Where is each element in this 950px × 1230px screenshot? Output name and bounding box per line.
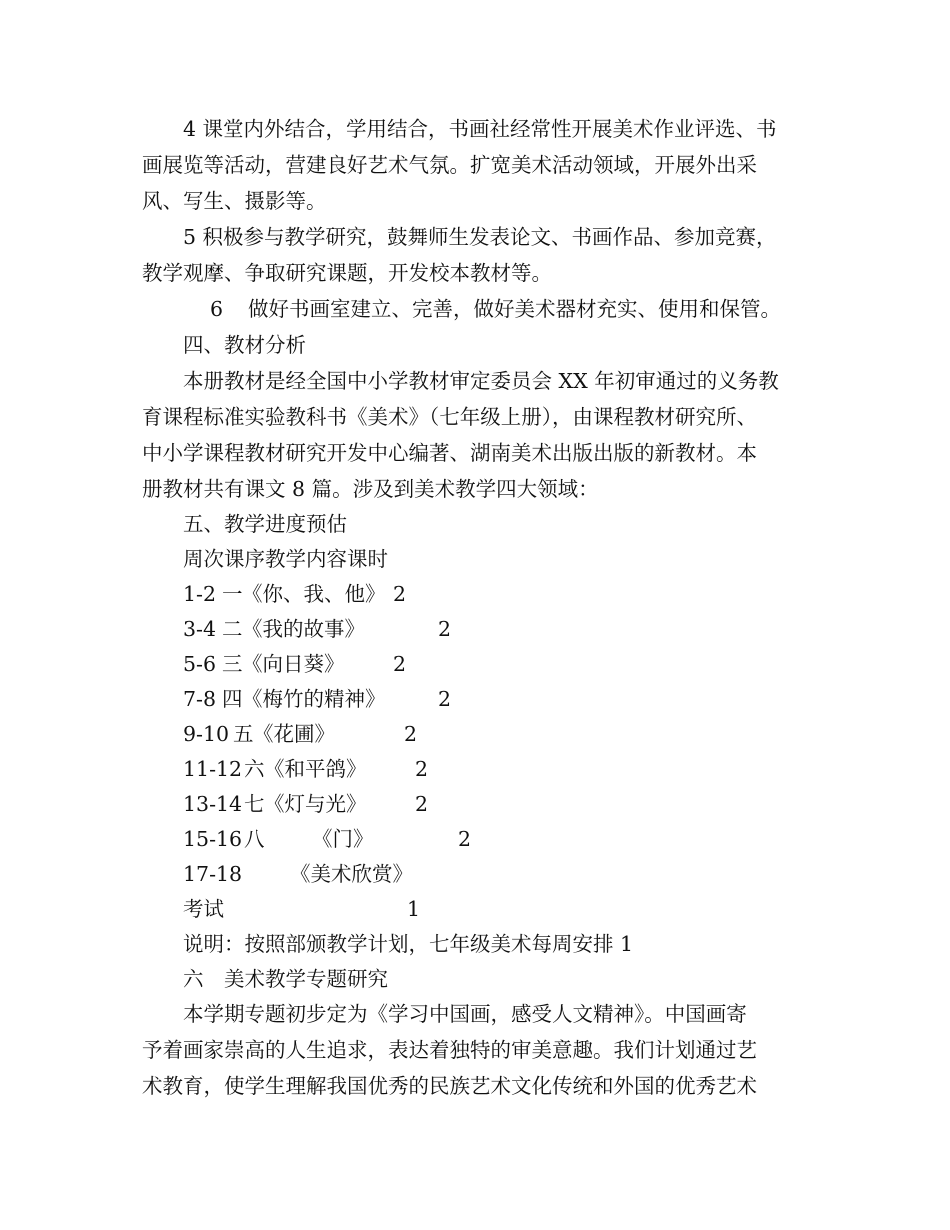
paragraph-6-number: 6: [210, 297, 224, 321]
schedule-week: 15-16: [183, 827, 243, 851]
schedule-order: 二: [222, 617, 243, 641]
schedule-order: 一: [222, 582, 243, 606]
schedule-hours: 2: [404, 722, 418, 746]
schedule-hours: 2: [438, 687, 452, 711]
section-6-body-line-3: 术教育，使学生理解我国优秀的民族艺术文化传统和外国的优秀艺术: [142, 1074, 757, 1098]
paragraph-5-line-2: 教学观摩、争取研究课题，开发校本教材等。: [142, 261, 552, 285]
schedule-week: 5-6: [183, 652, 217, 676]
schedule-week: 11-12: [183, 757, 243, 781]
schedule-week: 9-10: [183, 722, 230, 746]
schedule-note: 说明：按照部颁教学计划，七年级美术每周安排 1: [183, 932, 634, 956]
schedule-week: 1-2: [183, 582, 217, 606]
section-4-body-line-2: 育课程标准实验教科书《美术》（七年级上册），由课程教材研究所、: [142, 405, 757, 429]
schedule-order: 四: [222, 687, 243, 711]
schedule-order: 八: [244, 827, 265, 851]
paragraph-4-line-2: 画展览等活动，营建良好艺术气氛。扩宽美术活动领域，开展外出采: [142, 153, 757, 177]
section-4-heading: 四、教材分析: [183, 333, 306, 357]
section-4-body-line-1: 本册教材是经全国中小学教材审定委员会 XX 年初审通过的义务教: [183, 369, 779, 393]
section-4-body-line-4: 册教材共有课文 8 篇。涉及到美术教学四大领域：: [142, 477, 599, 501]
schedule-order: 六: [244, 757, 265, 781]
schedule-content: 《你、我、他》: [242, 582, 386, 606]
exam-hours: 1: [407, 897, 421, 921]
exam-label: 考试: [183, 897, 224, 921]
section-6-body-line-2: 予着画家崇高的人生追求，表达着独特的审美意趣。我们计划通过艺: [142, 1038, 757, 1062]
schedule-order: 五: [233, 722, 254, 746]
schedule-week: 13-14: [183, 792, 243, 816]
schedule-content: 《和平鸽》: [264, 757, 367, 781]
schedule-content: 《梅竹的精神》: [242, 687, 386, 711]
schedule-hours: 2: [393, 652, 407, 676]
schedule-week: 17-18: [183, 862, 243, 886]
schedule-content: 《花圃》: [253, 722, 335, 746]
paragraph-4-line-3: 风、写生、摄影等。: [142, 189, 327, 213]
section-5-heading: 五、教学进度预估: [183, 512, 347, 536]
section-4-body-line-3: 中小学课程教材研究开发中心编著、湖南美术出版出版的新教材。本: [142, 441, 757, 465]
schedule-content: 《灯与光》: [264, 792, 367, 816]
schedule-week: 7-8: [183, 687, 217, 711]
schedule-content: 《我的故事》: [242, 617, 365, 641]
paragraph-6-text: 做好书画室建立、完善，做好美术器材充实、使用和保管。: [248, 297, 781, 321]
schedule-week: 3-4: [183, 617, 217, 641]
schedule-order: 三: [222, 652, 243, 676]
paragraph-4-line-1: 4 课堂内外结合，学用结合，书画社经常性开展美术作业评选、书: [183, 117, 777, 141]
schedule-hours: 2: [458, 827, 472, 851]
schedule-hours: 2: [415, 757, 429, 781]
schedule-hours: 2: [415, 792, 429, 816]
schedule-header: 周次课序教学内容课时: [183, 547, 388, 571]
schedule-order: 七: [244, 792, 265, 816]
schedule-hours: 2: [393, 582, 407, 606]
schedule-content: 《门》: [312, 827, 374, 851]
section-6-heading: 六 美术教学专题研究: [183, 967, 388, 991]
schedule-content: 《向日葵》: [242, 652, 345, 676]
schedule-hours: 2: [438, 617, 452, 641]
paragraph-5-line-1: 5 积极参与教学研究，鼓舞师生发表论文、书画作品、参加竞赛，: [183, 225, 777, 249]
schedule-content: 《美术欣赏》: [290, 862, 413, 886]
section-6-body-line-1: 本学期专题初步定为《学习中国画，感受人文精神》。中国画寄: [183, 1002, 747, 1026]
